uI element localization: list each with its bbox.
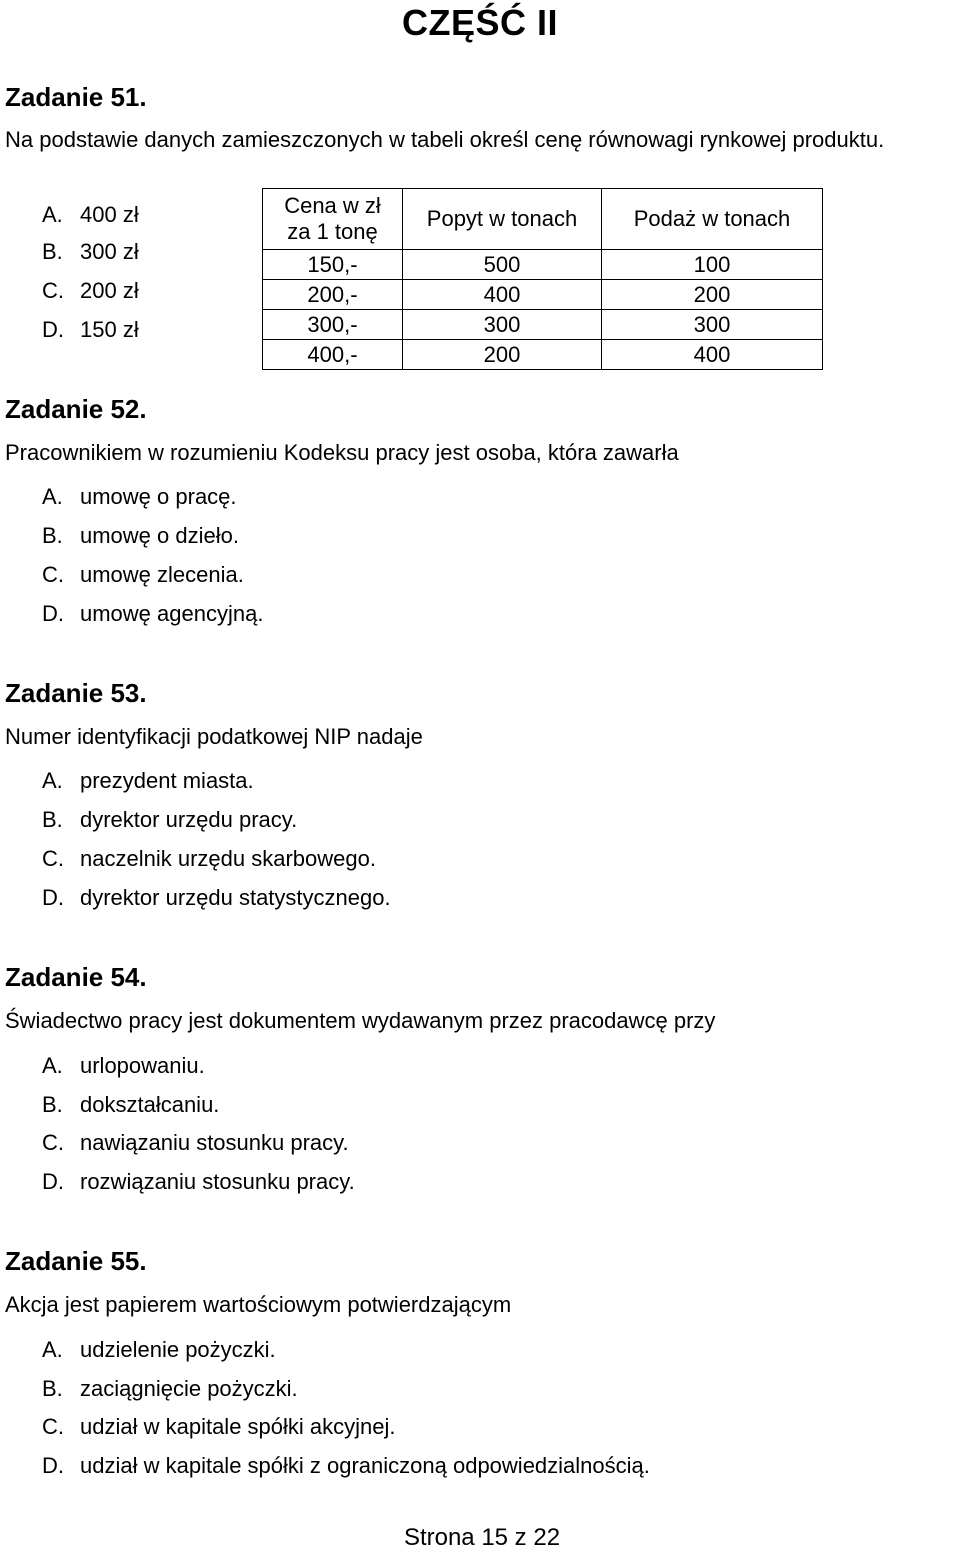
header-demand: Popyt w tonach [403, 189, 602, 250]
table-cell: 100 [602, 250, 823, 280]
header-supply: Podaż w tonach [602, 189, 823, 250]
option-letter: C. [42, 846, 64, 871]
task-52-title: Zadanie 52. [5, 394, 147, 424]
option-letter: A. [42, 1337, 63, 1362]
table-cell: 400 [602, 340, 823, 370]
task-51-option-a [42, 200, 139, 230]
option-text: udzielenie pożyczki. [80, 1337, 276, 1362]
option-letter: D. [42, 885, 64, 910]
table-row [263, 280, 823, 310]
header-price-line1: Cena w zł [284, 193, 381, 218]
option-text: 150 zł [80, 317, 139, 342]
option-text: 200 zł [80, 278, 139, 303]
table-cell: 500 [403, 250, 602, 280]
task-54-title: Zadanie 54. [5, 962, 147, 992]
task-52-option-a [42, 482, 237, 512]
task-51-option-b [42, 237, 139, 267]
page-footer: Strona 15 z 22 [403, 1524, 561, 1551]
task-55-title: Zadanie 55. [5, 1246, 147, 1276]
task-54-option-b [42, 1090, 219, 1120]
option-letter: C. [42, 1130, 64, 1155]
task-52-option-b [42, 521, 239, 551]
option-letter: B. [42, 1376, 63, 1401]
task-53-option-a [42, 766, 254, 796]
option-text: rozwiązaniu stosunku pracy. [80, 1169, 355, 1194]
option-letter: B. [42, 807, 63, 832]
option-letter: A. [42, 1053, 63, 1078]
table-cell: 400,- [263, 340, 403, 370]
task-51-option-d [42, 315, 139, 345]
task-55-option-a [42, 1335, 276, 1365]
task-55-option-c [42, 1412, 396, 1442]
option-letter: D. [42, 1169, 64, 1194]
table-header-row [263, 189, 823, 250]
option-letter: B. [42, 1092, 63, 1117]
table-row [263, 250, 823, 280]
option-text: dyrektor urzędu pracy. [80, 807, 298, 832]
table-cell: 200,- [263, 280, 403, 310]
task-54-option-d [42, 1167, 355, 1197]
option-text: udział w kapitale spółki akcyjnej. [80, 1414, 396, 1439]
task-53-option-c [42, 844, 376, 874]
option-letter: C. [42, 1414, 64, 1439]
option-text: naczelnik urzędu skarbowego. [80, 846, 376, 871]
task-53-option-d [42, 883, 391, 913]
table-cell: 150,- [263, 250, 403, 280]
option-text: 300 zł [80, 239, 139, 264]
option-letter: B. [42, 523, 63, 548]
task-52-option-c [42, 560, 244, 590]
option-letter: D. [42, 601, 64, 626]
table-cell: 200 [602, 280, 823, 310]
table-cell: 200 [403, 340, 602, 370]
option-letter: A. [42, 768, 63, 793]
option-text: dokształcaniu. [80, 1092, 220, 1117]
option-text: 400 zł [80, 202, 139, 227]
option-text: dyrektor urzędu statystycznego. [80, 885, 391, 910]
task-51-question: Na podstawie danych zamieszczonych w tabeli określ cenę równowagi rynkowej produktu. [5, 127, 885, 152]
option-letter: B. [42, 239, 63, 264]
task-53-question: Numer identyfikacji podatkowej NIP nadaje [5, 724, 423, 749]
header-price [263, 189, 403, 250]
task-54-question: Świadectwo pracy jest dokumentem wydawanym przez pracodawcę przy [5, 1008, 716, 1033]
supply-demand-table [262, 188, 823, 370]
task-54-option-a [42, 1051, 205, 1081]
task-55-option-d [42, 1451, 650, 1481]
table-cell: 400 [403, 280, 602, 310]
task-54-option-c [42, 1128, 349, 1158]
table-cell: 300 [403, 310, 602, 340]
part-title: CZĘŚĆ II [402, 2, 559, 43]
task-51-option-c [42, 276, 139, 306]
option-letter: A. [42, 202, 63, 227]
option-text: zaciągnięcie pożyczki. [80, 1376, 298, 1401]
option-text: prezydent miasta. [80, 768, 254, 793]
option-text: umowę o pracę. [80, 484, 237, 509]
option-letter: C. [42, 278, 64, 303]
option-letter: D. [42, 317, 64, 342]
table-cell: 300,- [263, 310, 403, 340]
table-row [263, 340, 823, 370]
option-text: urlopowaniu. [80, 1053, 205, 1078]
task-52-option-d [42, 599, 263, 629]
task-51-title: Zadanie 51. [5, 82, 147, 112]
table-row [263, 310, 823, 340]
table-cell: 300 [602, 310, 823, 340]
task-53-option-b [42, 805, 297, 835]
option-letter: D. [42, 1453, 64, 1478]
task-55-question: Akcja jest papierem wartościowym potwierdzającym [5, 1292, 512, 1317]
header-price-line2: za 1 tonę [287, 219, 378, 244]
option-text: udział w kapitale spółki z ograniczoną odpowiedzialnością. [80, 1453, 650, 1478]
option-text: umowę agencyjną. [80, 601, 264, 626]
option-text: umowę zlecenia. [80, 562, 244, 587]
task-55-option-b [42, 1374, 298, 1404]
task-52-question: Pracownikiem w rozumieniu Kodeksu pracy jest osoba, która zawarła [5, 440, 679, 465]
option-letter: C. [42, 562, 64, 587]
option-text: nawiązaniu stosunku pracy. [80, 1130, 349, 1155]
option-text: umowę o dzieło. [80, 523, 239, 548]
option-letter: A. [42, 484, 63, 509]
task-53-title: Zadanie 53. [5, 678, 147, 708]
